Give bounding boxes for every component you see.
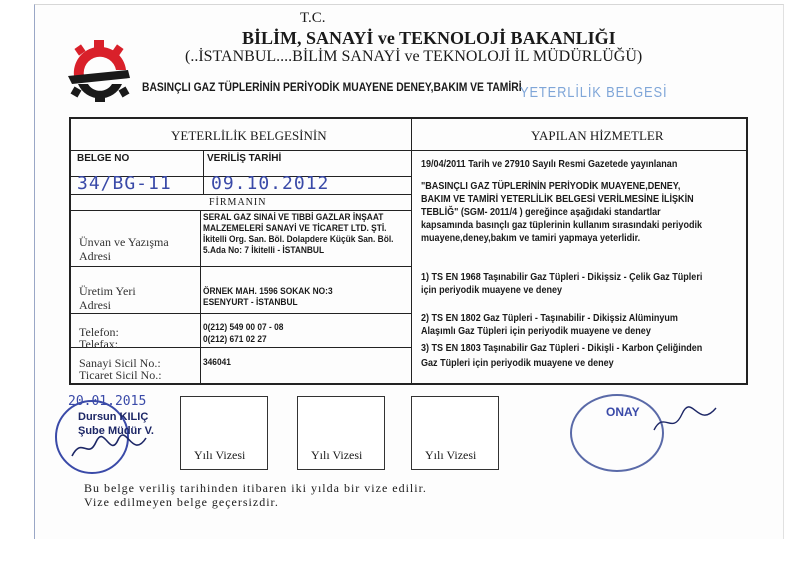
service-1b: için periyodik muayene ve deney bbox=[421, 284, 563, 296]
verilis-label: VERİLİŞ TARİHİ bbox=[207, 153, 282, 164]
footer-line-2: Vize edilmeyen belge geçersizdir. bbox=[84, 495, 279, 509]
onay-label: ONAY bbox=[606, 405, 640, 419]
service-2a: 2) TS EN 1802 Gaz Tüpleri - Taşınabilir - Dikişsiz Alüminyum bbox=[421, 312, 678, 324]
service-1a: 1) TS EN 1968 Taşınabilir Gaz Tüpleri - Dikişsiz - Çelik Gaz Tüpleri bbox=[421, 271, 703, 283]
sicil-label-1: Sanayi Sicil No.: bbox=[79, 356, 161, 370]
table-divider bbox=[411, 119, 412, 383]
service-2b: Alaşımlı Gaz Tüpleri için periyodik muayene ve deney bbox=[421, 325, 651, 337]
service-3b: Gaz Tüpleri için periyodik muayene ve deney bbox=[421, 357, 614, 369]
unvan-label: Ünvan ve Yazışma Adresi bbox=[79, 235, 169, 263]
footer-line-1: Bu belge veriliş tarihinden itibaren iki yılda bir vize edilir. bbox=[84, 481, 427, 495]
services-intro-5: kapsamında basınçlı gaz tüplerinin kullanım sırasındaki periyodik bbox=[421, 219, 703, 231]
services-intro-1: 19/04/2011 Tarih ve 27910 Sayılı Resmi Gazetede yayınlanan bbox=[421, 158, 678, 170]
verilis-value: 09.10.2012 bbox=[211, 173, 330, 194]
ministry-logo-gear-icon bbox=[66, 40, 136, 102]
unvan-value: SERAL GAZ SINAİ VE TIBBİ GAZLAR İNŞAAT MALZEMELERİ SANAYİ VE TİCARET LTD. ŞTİ. İkitelli Org. San. Böl. Dolapdere Küçük San. Böl. 5.Ada No: 7 İkitelli - İSTANBUL bbox=[203, 212, 394, 256]
vize-label-3: Yılı Vizesi bbox=[425, 448, 477, 462]
stamp-name: Dursun KILIÇ bbox=[78, 411, 149, 423]
certificate-table bbox=[69, 117, 748, 385]
belge-no-value: 34/BG-11 bbox=[77, 173, 172, 194]
telefax-value: 0(212) 671 02 27 bbox=[203, 334, 267, 345]
belge-no-label: BELGE NO bbox=[77, 153, 130, 164]
services-intro-6: muayene,deney,bakım ve tamiri yapmaya yeterlidir. bbox=[421, 232, 641, 244]
header-directorate: (..İSTANBUL....BİLİM SANAYİ ve TEKNOLOJİ İL MÜDÜRLÜĞÜ) bbox=[185, 48, 643, 65]
sicil-label-2: Ticaret Sicil No.: bbox=[79, 368, 162, 382]
header-tc: T.C. bbox=[300, 10, 326, 26]
stamp-title: Şube Müdür V. bbox=[78, 425, 154, 437]
firma-header: FİRMANIN bbox=[209, 197, 267, 208]
uretim-value-2: ESENYURT - İSTANBUL bbox=[203, 297, 298, 308]
services-intro-3: BAKIM VE TAMİRİ YETERLİLİK BELGESİ VERİLMESİNE İLİŞKİN bbox=[421, 193, 694, 205]
uretim-value-1: ÖRNEK MAH. 1596 SOKAK NO:3 bbox=[203, 286, 333, 297]
right-header: YAPILAN HİZMETLER bbox=[531, 128, 664, 143]
service-3a: 3) TS EN 1803 Taşınabilir Gaz Tüpleri - Dikişli - Karbon Çeliğinden bbox=[421, 342, 703, 354]
onay-signature-icon bbox=[650, 400, 720, 440]
stamp-date: 20.01.2015 bbox=[68, 394, 147, 409]
header-subtitle: BASINÇLI GAZ TÜPLERİNİN PERİYODİK MUAYENE DENEY,BAKIM VE TAMİRİ bbox=[142, 80, 522, 94]
uretim-label: Üretim Yeri Adresi bbox=[79, 284, 136, 312]
sicil-value: 346041 bbox=[203, 357, 231, 368]
telefon-value: 0(212) 549 00 07 - 08 bbox=[203, 322, 284, 333]
signature-icon bbox=[70, 432, 150, 462]
telefax-label: Telefax: bbox=[79, 337, 119, 351]
left-header: YETERLİLİK BELGESİNİN bbox=[171, 128, 327, 143]
vize-label-1: Yılı Vizesi bbox=[194, 448, 246, 462]
services-intro-4: TEBLİĞ" (SGM- 2011/4 ) gereğince aşağıdaki standartlar bbox=[421, 206, 661, 218]
services-intro-2: "BASINÇLI GAZ TÜPLERİNİN PERİYODİK MUAYENE,DENEY, bbox=[421, 180, 681, 192]
telefon-label: Telefon: bbox=[79, 325, 119, 339]
vize-label-2: Yılı Vizesi bbox=[311, 448, 363, 462]
certificate-title: YETERLİLİK BELGESİ bbox=[520, 84, 668, 101]
header-ministry: BİLİM, SANAYİ ve TEKNOLOJİ BAKANLIĞI bbox=[242, 28, 616, 48]
